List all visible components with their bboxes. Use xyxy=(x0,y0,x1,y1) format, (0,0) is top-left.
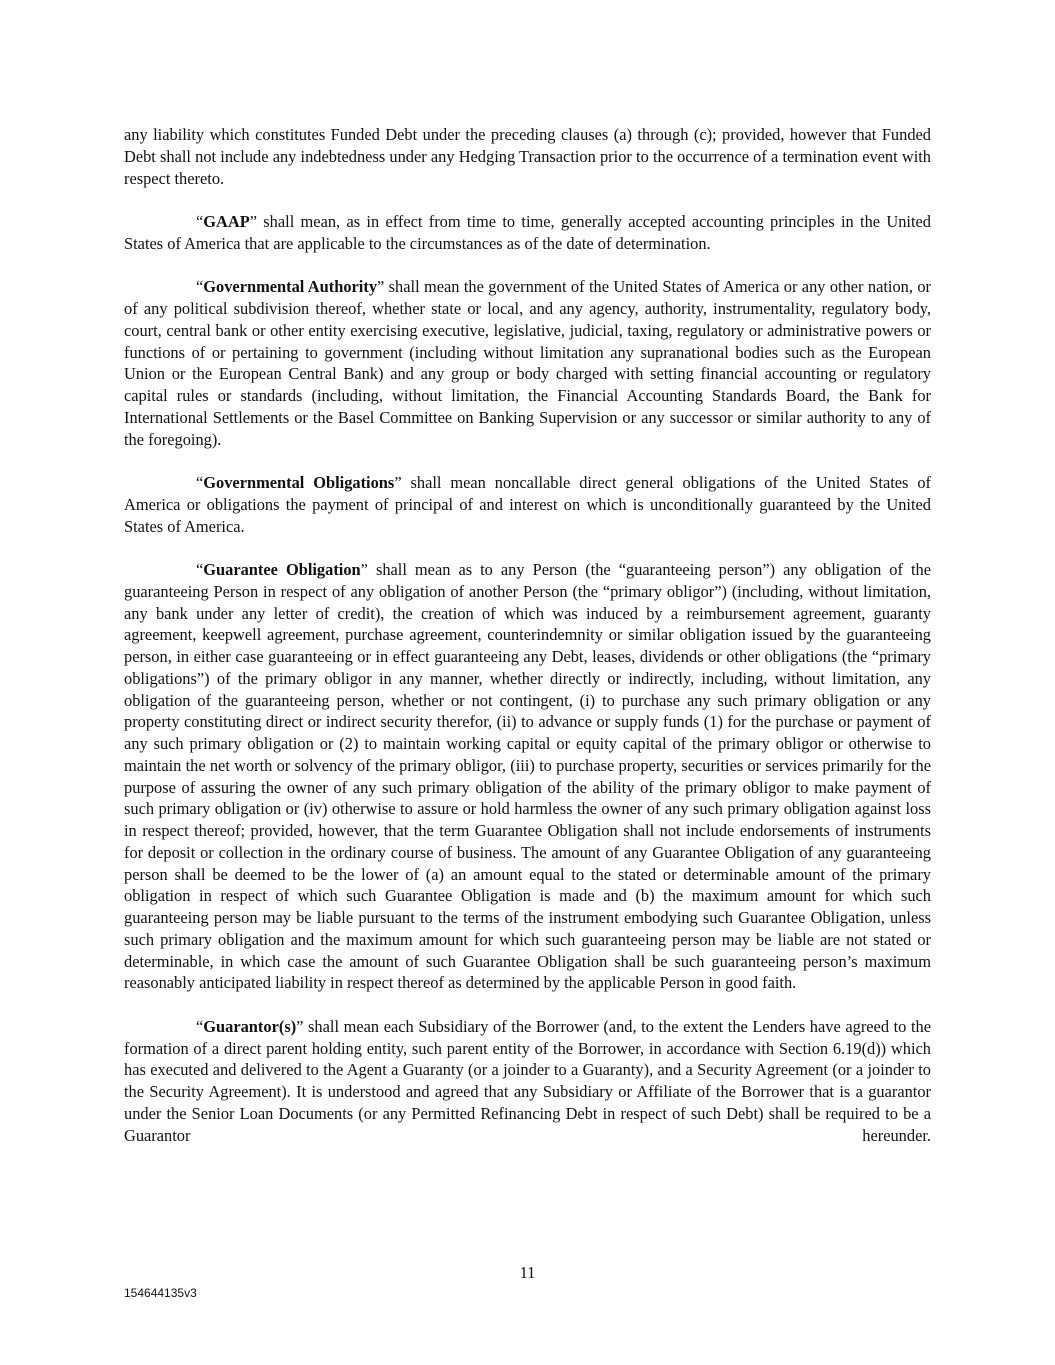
document-id: 154644135v3 xyxy=(124,1286,197,1300)
quote: “ xyxy=(196,560,204,579)
document-body xyxy=(124,124,931,1168)
quote: ” xyxy=(377,277,385,297)
definition-governmental-obligations xyxy=(124,472,931,537)
definition-gaap xyxy=(124,211,931,255)
defined-term: Guarantor(s) xyxy=(203,1016,297,1036)
quote: ” xyxy=(360,560,368,579)
defined-term: GAAP xyxy=(203,212,250,231)
quote: ” xyxy=(249,212,257,231)
quote: “ xyxy=(196,212,204,231)
defined-term: Governmental Authority xyxy=(203,277,378,297)
quote: ” xyxy=(296,1016,304,1036)
page-number: 11 xyxy=(519,1263,536,1282)
quote: “ xyxy=(196,473,204,492)
paragraph-funded-debt-continuation xyxy=(124,124,931,189)
definition-governmental-authority xyxy=(124,276,931,450)
defined-term: Guarantee Obligation xyxy=(203,560,361,579)
definition-text: shall mean each Subsidiary of the Borrower (and, to the extent the Lenders have agreed to the formation of a direct parent holding entity, such parent entity of the Borrower, in accordance with Section 6.19(d)) which has executed and delivered to the Agent a Guaranty (or a joinder to a Guaranty), and a Security Agreement (or a joinder to the Security Agreement). It is understood and agreed that any Subsidiary or Affiliate of the Borrower that is a guarantor under the Senior Loan Documents (or any Permitted Refinancing Debt in respect of such Debt) shall be required to be a Guarantor hereunder. xyxy=(124,1016,931,1145)
definition-guarantors xyxy=(124,1016,931,1147)
quote: “ xyxy=(196,1016,204,1036)
definition-text: shall mean as to any Person (the “guaranteeing person”) any obligation of the guaranteeing Person in respect of any obligation of another Person (the “primary obligor”) (including, without limitation, any bank under any letter of credit), the creation of which was induced by a reimbursement agreement, guaranty agreement, keepwell agreement, purchase agreement, counterindemnity or similar obligation issued by the guaranteeing person, in either case guaranteeing or in effect guaranteeing any Debt, leases, dividends or other obligations (the “primary obligations”) of the primary obligor in any manner, whether directly or indirectly, including, without limitation, any obligation of the guaranteeing person, whether or not contingent, (i) to purchase any such primary obligation or any property constituting direct or indirect security therefor, (ii) to advance or supply funds (1) for the purchase or payment of any such primary obligation or (2) to maintain working capital or equity capital of the primary obligor or otherwise to maintain the net worth or solvency of the primary obligor, (iii) to purchase property, securities or services primarily for the purpose of assuring the owner of any such primary obligation of the ability of the primary obligor to make payment of such primary obligation or (iv) otherwise to assure or hold harmless the owner of any such primary obligation against loss in respect thereof; provided, however, that the term Guarantee Obligation shall not include endorsements of instruments for deposit or collection in the ordinary course of business. The amount of any Guarantee Obligation of any guaranteeing person shall be deemed to be the lower of (a) an amount equal to the stated or determinable amount of the primary obligation in respect of which such Guarantee Obligation is made and (b) the maximum amount for which such guaranteeing person may be liable pursuant to the terms of the instrument embodying such Guarantee Obligation, unless such primary obligation and the maximum amount for which such guaranteeing person may be liable are not stated or determinable, in which case the amount of such Guarantee Obligation shall be such guaranteeing person’s maximum reasonably anticipated liability in respect thereof as determined by the applicable Person in good faith. xyxy=(124,560,931,993)
quote: ” xyxy=(394,473,402,492)
quote: “ xyxy=(196,277,204,297)
definition-text: shall mean noncallable direct general obligations of the United States of America or obligations the payment of principal of and interest on which is unconditionally guaranteed by the United States of America. xyxy=(124,473,931,536)
paragraph-text: any liability which constitutes Funded Debt under the preceding clauses (a) through (c); provided, however that Funded Debt shall not include any indebtedness under any Hedging Transaction prior to the occurrence of a termination event with respect thereto. xyxy=(124,125,931,188)
defined-term: Governmental Obligations xyxy=(203,473,395,492)
definition-guarantee-obligation xyxy=(124,559,931,994)
definition-text: shall mean, as in effect from time to time, generally accepted accounting principles in the United States of America that are applicable to the circumstances as of the date of determination. xyxy=(124,212,931,253)
definition-text: shall mean the government of the United States of America or any other nation, or of any political subdivision thereof, whether state or local, and any agency, authority, instrumentality, regulatory body, court, central bank or other entity exercising executive, legislative, judicial, taxing, regulatory or administrative powers or functions of or pertaining to government (including without limitation any supranational bodies such as the European Union or the European Central Bank) and any group or body charged with setting financial accounting or regulatory capital rules or standards (including, without limitation, the Financial Accounting Standards Board, the Bank for International Settlements or the Basel Committee on Banking Supervision or any successor or similar authority to any of the foregoing). xyxy=(124,277,931,449)
